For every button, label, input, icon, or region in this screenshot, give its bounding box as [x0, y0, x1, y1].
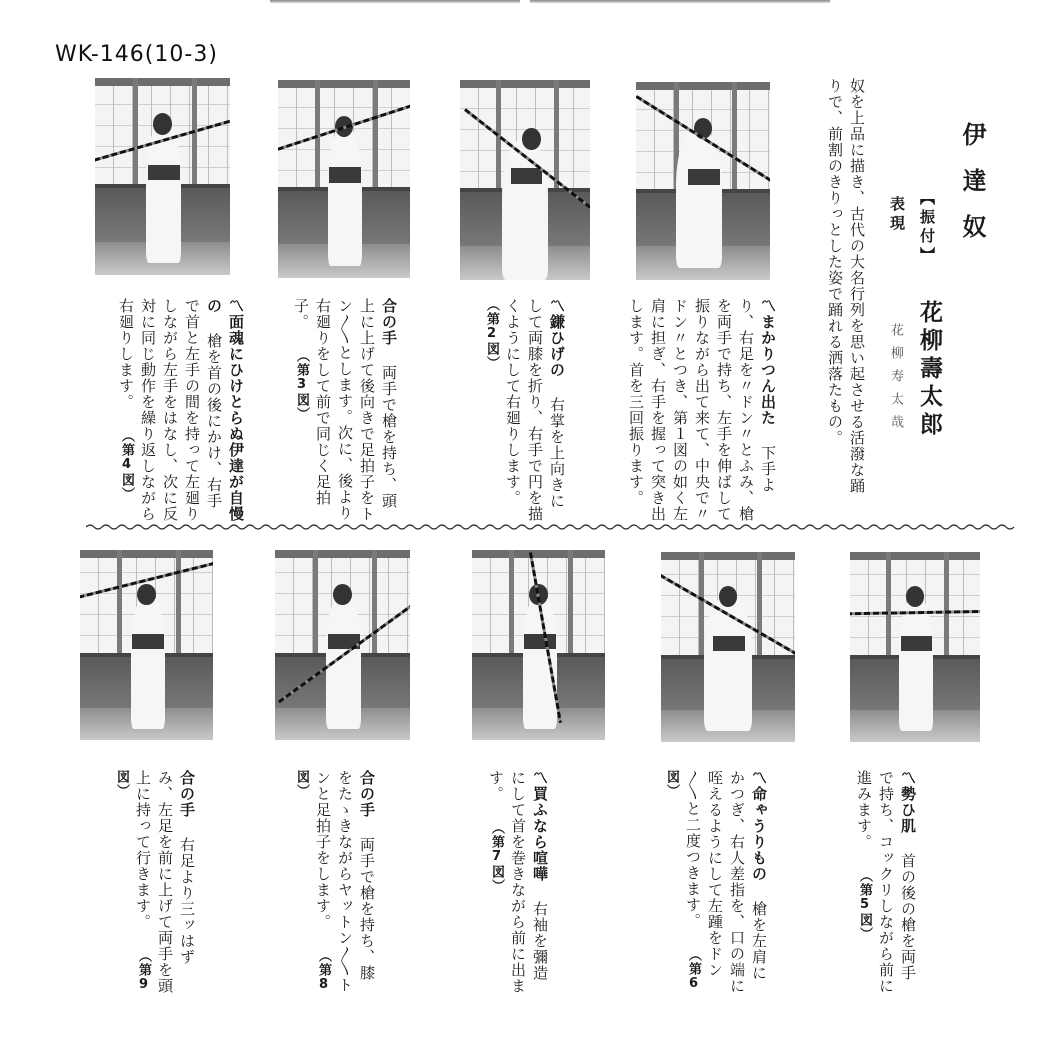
- performer-name: 花柳寿太哉: [888, 323, 903, 438]
- dance-title: 伊達奴: [958, 122, 986, 260]
- step-8: [290, 770, 378, 995]
- step-2-heading: 〽鎌ひげの: [548, 298, 566, 378]
- step-5-heading: 〽勢ひ肌: [899, 770, 917, 834]
- choreo-label: 【振付】: [918, 190, 936, 266]
- step-6-heading: 〽命ゃうりもの: [750, 770, 768, 882]
- step-6-body: 槍を左肩にかつぎ、右人差指を、口の端に咥えるようにして左踵をドン〳〵と二度つきます。: [684, 770, 768, 994]
- step-7: [485, 770, 551, 995]
- step-7-body: 右袖を彌造にして首を巻きながら前に出ます。: [487, 770, 549, 994]
- photo-figure-9: [80, 550, 213, 740]
- step-2: [480, 298, 568, 523]
- catalog-code: WK-146(10-3): [55, 42, 218, 67]
- step-7-heading: 〽買ふなら喧嘩: [531, 770, 549, 882]
- scan-edge-right: [530, 0, 830, 3]
- step-4: [115, 298, 247, 523]
- step-7-figure-label: （第7図）: [489, 821, 504, 893]
- expression-label: 表現: [888, 196, 906, 234]
- step-8-body: 両手で槍を持ち、膝をたゝきながらヤットン〳〵トンと足拍子をします。: [314, 770, 376, 993]
- step-3-figure-label: （第3図）: [294, 349, 309, 421]
- step-5-body: 首の後の槍を両手で持ち、コックリしながら前に進みます。: [855, 770, 917, 994]
- step-1-heading: 〽まかりつん出た: [759, 298, 777, 426]
- step-5: [853, 770, 919, 995]
- scan-edge-left: [270, 0, 520, 3]
- step-9-figure-label: （第9図）: [114, 770, 151, 993]
- step-1: [625, 298, 779, 523]
- intro-text: 奴を上品に描き、古代の大名行列を思い起させる活潑な踊りで、前割のきりっとした姿で踊れる洒落たもの。: [826, 78, 866, 494]
- photo-figure-6: [661, 552, 795, 742]
- photo-figure-4: [636, 82, 770, 280]
- photo-figure-7: [472, 550, 605, 740]
- step-3-heading: 合の手: [380, 298, 398, 346]
- photo-figure-2: [278, 80, 410, 278]
- step-9-heading: 合の手: [178, 770, 196, 818]
- photo-figure-1: [95, 78, 230, 275]
- step-8-heading: 合の手: [358, 770, 376, 818]
- photo-figure-3: [460, 80, 590, 280]
- step-9-body: 右足より三ッはずみ、左足を前に上げて両手を頭上に持って行きます。: [134, 770, 196, 994]
- step-4-body: 槍を首の後にかけ、右手で首と左手の間を持って左廻りしながら左手をはなし、次に反対に同じ動作を繰り返しながら右廻りします。: [117, 298, 223, 522]
- step-6: [660, 770, 770, 995]
- step-4-heading: 〽面魂にひけとらぬ伊達が自慢の: [205, 298, 245, 522]
- step-2-body: 右掌を上向きにして両膝を折り、右手で円を描くようにして右廻りします。: [504, 298, 566, 522]
- step-6-figure-label: （第6図）: [664, 770, 701, 992]
- step-8-figure-label: （第8図）: [294, 770, 331, 993]
- step-2-figure-label: （第2図）: [484, 298, 499, 370]
- wavy-divider: [86, 523, 1016, 531]
- photo-figure-5: [850, 552, 980, 742]
- step-1-body: 下手より、右足を〃ドン〃とふみ、槍を両手で持ち、左手を伸ばして振りながら出て来て、中央で〃ドン〃とつき、第１図の如く左肩に担ぎ、右手を握って突き出します。首を三回振ります。: [627, 298, 777, 522]
- choreographer-name: 花柳壽太郎: [916, 300, 942, 440]
- step-4-figure-label: （第4図）: [119, 429, 134, 501]
- step-9: [110, 770, 198, 995]
- step-3: [290, 298, 400, 523]
- step-3-body: 両手で槍を持ち、頭上に上げて後向きで足拍子をトン〳〵とします。次に、後より右廻りをして前で同じく足拍子。: [292, 298, 398, 522]
- step-5-figure-label: （第5図）: [857, 869, 872, 941]
- photo-figure-8: [275, 550, 410, 740]
